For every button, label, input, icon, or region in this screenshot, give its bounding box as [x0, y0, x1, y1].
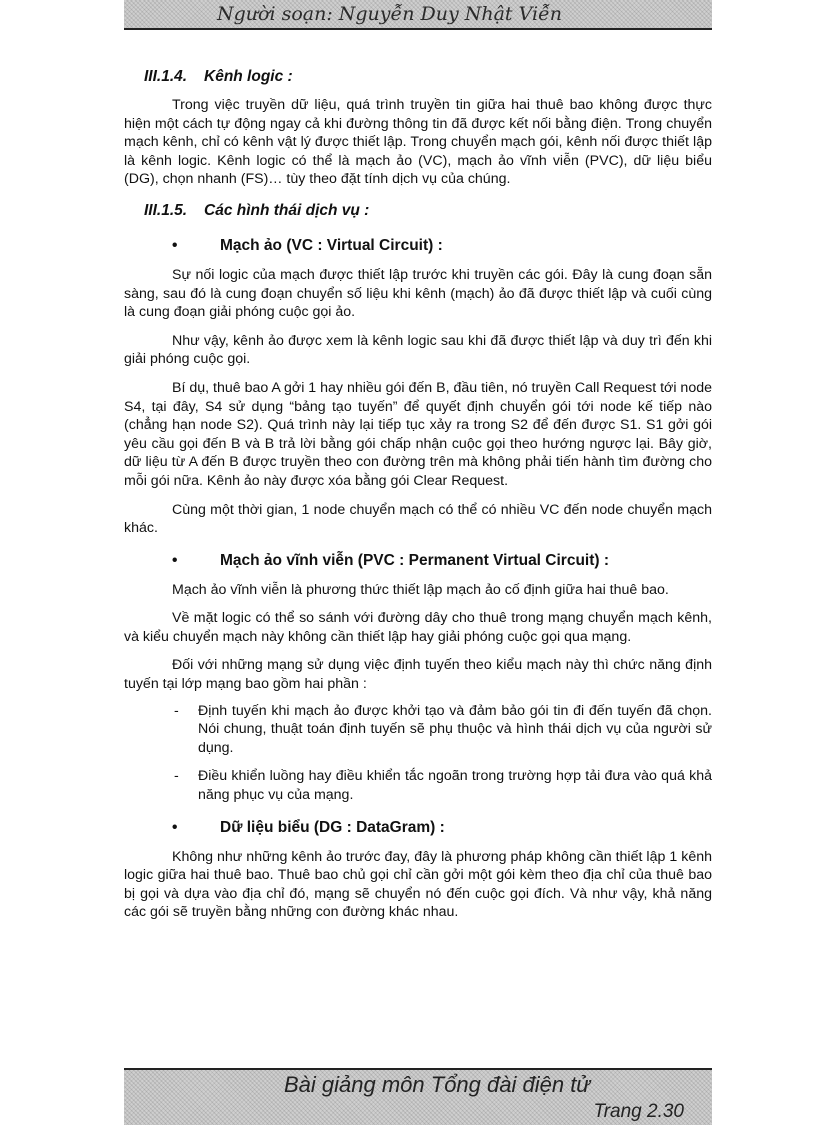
- bullet-icon: •: [172, 236, 178, 254]
- page-content: [124, 58, 712, 922]
- paragraph: Như vậy, kênh ảo được xem là kênh logic sau khi đã được thiết lập và duy trì đến khi giải phóng cuộc gọi.: [124, 332, 712, 368]
- paragraph: Bí dụ, thuê bao A gởi 1 hay nhiều gói đến B, đầu tiên, nó truyền Call Request tới node S4, tại đây, S4 sử dụng “bảng tạo tuyến” để quyết định chuyển gói tới node kế tiếp nào (chẳng hạn node S2). Quá trình này lại tiếp tục xảy ra trong S2 để đến được S1. S1 gởi gói yêu cầu gọi đến B và B trả lời bằng gói chấp nhận cuộc gọi theo hướng ngược lại. Bây giờ, dữ liệu từ A đến B được truyền theo con đường trên mà không phải tiến hành tìm đường cho mỗi gói nữa. Kênh ảo này được xóa bằng gói Clear Request.: [124, 379, 712, 489]
- bullet-icon: •: [172, 551, 178, 569]
- paragraph: Không như những kênh ảo trước đay, đây là phương pháp không cần thiết lập 1 kênh logic giữa hai thuê bao. Thuê bao chủ gọi chỉ cần gởi một gói kèm theo địa chỉ của thuê bao bị gọi và dựa vào địa chỉ đó, mạng sẽ chuyển nó đến cuộc gọi đích. Và như vậy, khả năng các gói sẽ truyền bằng những con đường khác nhau.: [124, 848, 712, 921]
- bullet-icon: •: [172, 818, 178, 836]
- subheading-dg: [124, 816, 712, 840]
- page-footer: [124, 1068, 712, 1125]
- section-title: Kênh logic :: [204, 68, 293, 85]
- paragraph: Về mặt logic có thể so sánh với đường dây cho thuê trong mạng chuyển mạch kênh, và kiểu chuyển mạch này không cần thiết lập hay giải phóng cuộc gọi qua mạng.: [124, 610, 712, 645]
- dash-list: [124, 702, 712, 805]
- section-title: Các hình thái dịch vụ :: [204, 201, 370, 219]
- paragraph: Đối với những mạng sử dụng việc định tuyến theo kiểu mạch này thì chức năng định tuyến tại lớp mạng bao gồm hai phần :: [124, 657, 712, 693]
- section-heading-hinh-thai-dich-vu: [124, 200, 712, 222]
- subheading-vc: [124, 234, 712, 258]
- list-item-text: Điều khiển luồng hay điều khiển tắc ngoãn trong trường hợp tải đưa vào quá khả năng phục vụ của mạng.: [198, 768, 712, 804]
- subheading-title: Dữ liệu biểu (DG : DataGram) :: [220, 818, 445, 836]
- page-header: [124, 0, 712, 30]
- list-item: [172, 702, 712, 758]
- header-author: Người soạn: Nguyễn Duy Nhật Viễn: [217, 3, 562, 25]
- page-number: Trang 2.30: [593, 1101, 684, 1122]
- list-item-text: Định tuyến khi mạch ảo được khởi tạo và đảm bảo gói tin đi đến tuyến đã chọn. Nói chung, thuật toán định tuyến sẽ phụ thuộc và hình thái dịch vụ của người sử dụng.: [198, 702, 712, 756]
- list-item: [172, 767, 712, 804]
- section-number: III.1.5.: [144, 201, 188, 219]
- paragraph: Trong việc truyền dữ liệu, quá trình truyền tin giữa hai thuê bao không được thực hiện một cách tự động ngay cả khi đường thông tin đã được kết nối bằng điện. Trong chuyển mạch kênh, chỉ có kênh vật lý được thiết lập. Trong chuyển mạch gói, kênh nối được thiết lập là kênh logic. Kênh logic có thể là mạch ảo (VC), mạch ảo vĩnh viễn (PVC), dữ liệu biểu (DG), chọn nhanh (FS)… tùy theo đặt tính dịch vụ của chúng.: [124, 97, 712, 188]
- dash-icon: -: [174, 768, 179, 785]
- paragraph: Cùng một thời gian, 1 node chuyển mạch có thể có nhiều VC đến node chuyển mạch khác.: [124, 501, 712, 537]
- section-heading-kenh-logic: [124, 66, 712, 88]
- paragraph: Sự nối logic của mạch được thiết lập trước khi truyền các gói. Đây là cung đoạn sẵn sàng, sau đó là cung đoạn chuyển số liệu khi kênh (mạch) ảo đã được thiết lập và cuối cùng là cung đoạn giải phóng cuộc gọi ảo.: [124, 266, 712, 321]
- subheading-title: Mạch ảo (VC : Virtual Circuit) :: [220, 236, 443, 254]
- section-number: III.1.4.: [144, 68, 188, 85]
- paragraph: Mạch ảo vĩnh viễn là phương thức thiết lập mạch ảo cố định giữa hai thuê bao.: [172, 581, 669, 598]
- subheading-pvc: [124, 549, 712, 573]
- footer-title: Bài giảng môn Tổng đài điện tử: [284, 1072, 591, 1097]
- dash-icon: -: [174, 702, 179, 719]
- subheading-title: Mạch ảo vĩnh viễn (PVC : Permanent Virtual Circuit) :: [220, 551, 610, 569]
